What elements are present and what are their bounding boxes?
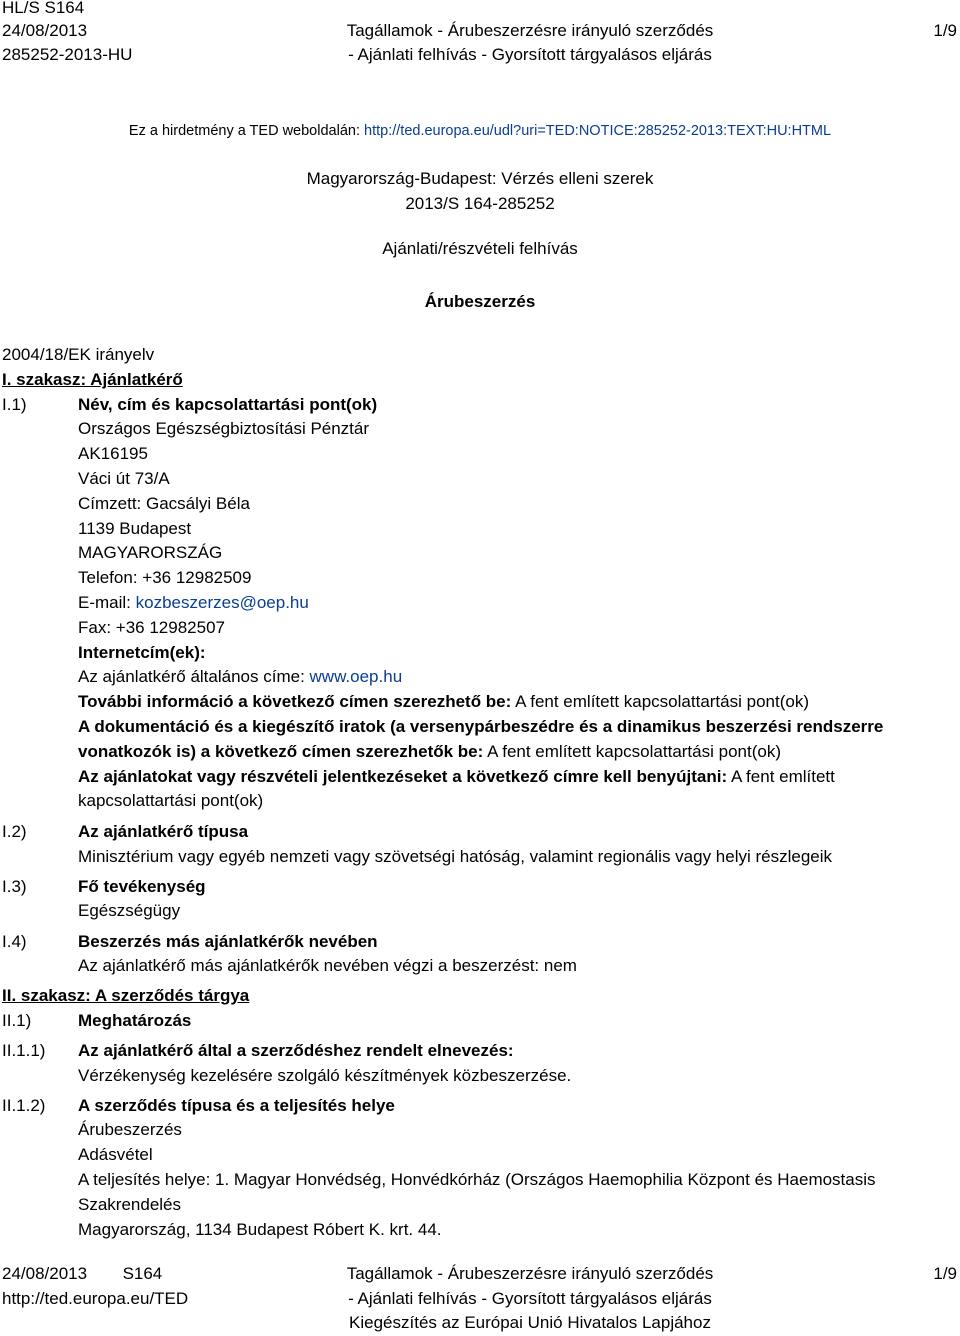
org-fax: Fax: +36 12982507 — [78, 618, 225, 637]
place-line3: Magyarország, 1134 Budapest Róbert K. krt. 44. — [78, 1220, 442, 1239]
directive: 2004/18/EK irányelv — [2, 345, 155, 364]
footer-date-line — [2, 1262, 162, 1287]
org-email-line — [78, 591, 309, 616]
section-ii11-value: Vérzékenység kezelésére szolgáló készítmények közbeszerzése. — [78, 1066, 572, 1085]
submit-label: Az ajánlatokat vagy részvételi jelentkezéseket a következő címre kell benyújtani: — [78, 767, 728, 786]
section-i1-title: Név, cím és kapcsolattartási pont(ok) — [78, 395, 378, 414]
further-info-value: A fent említett kapcsolattartási pont(ok) — [515, 692, 809, 711]
email-label: E-mail: — [78, 593, 131, 612]
section-i1-number: I.1) — [2, 395, 27, 414]
section-ii12-type: Árubeszerzés — [78, 1120, 182, 1139]
header-title-line2: - Ajánlati felhívás - Gyorsított tárgyalásos eljárás — [348, 45, 712, 64]
place-line2: Szakrendelés — [78, 1195, 182, 1214]
docs-value: A fent említett kapcsolattartási pont(ok) — [487, 742, 781, 761]
section-i4-value: Az ajánlatkérő más ajánlatkérők nevében végzi a beszerzést: nem — [78, 956, 577, 975]
footer-site: http://ted.europa.eu/TED — [2, 1289, 189, 1308]
place-line1: A teljesítés helye: 1. Magyar Honvédség, Honvédkórház (Országos Haemophilia Központ és Haemostasis — [78, 1170, 876, 1189]
contract-type-heading: Árubeszerzés — [424, 292, 536, 311]
footer-date: 24/08/2013 — [2, 1264, 88, 1283]
section-ii11-number: II.1.1) — [2, 1041, 46, 1060]
ted-url-link[interactable]: http://ted.europa.eu/udl?uri=TED:NOTICE:285252-2013:TEXT:HU:HTML — [364, 123, 832, 139]
section-i2-title: Az ajánlatkérő típusa — [78, 822, 249, 841]
section-i4-number: I.4) — [2, 932, 27, 951]
section-i4-title: Beszerzés más ajánlatkérők nevében — [78, 932, 378, 951]
section2-title: II. szakasz: A szerződés tárgya — [2, 986, 250, 1005]
section-i2-value: Minisztérium vagy egyéb nemzeti vagy szövetségi hatóság, valamint regionális vagy helyi részlegeik — [78, 847, 833, 866]
notice-number: 2013/S 164-285252 — [405, 194, 555, 213]
further-info-line — [78, 690, 809, 715]
section-ii1-number: II.1) — [2, 1011, 32, 1030]
submit-value-line2: kapcsolattartási pont(ok) — [78, 791, 264, 810]
email-link[interactable]: kozbeszerzes@oep.hu — [135, 593, 309, 612]
header-notice-id: 285252-2013-HU — [2, 45, 133, 64]
org-country: MAGYARORSZÁG — [78, 543, 223, 562]
footer-series: S164 — [122, 1264, 163, 1283]
org-attention: Címzett: Gacsályi Béla — [78, 494, 250, 513]
notice-heading: Magyarország-Budapest: Vérzés elleni szerek — [306, 169, 654, 188]
general-address-line — [78, 665, 402, 690]
footer-title-line1: Tagállamok - Árubeszerzésre irányuló szerződés — [346, 1264, 714, 1283]
header-title-line1: Tagállamok - Árubeszerzésre irányuló szerződés — [346, 21, 714, 40]
notice-type: Ajánlati/részvételi felhívás — [382, 239, 578, 258]
section-ii12-title: A szerződés típusa és a teljesítés helye — [78, 1096, 395, 1115]
section-ii11-title: Az ajánlatkérő által a szerződéshez rendelt elnevezés: — [78, 1041, 514, 1060]
section-i3-number: I.3) — [2, 877, 27, 896]
general-address-label: Az ajánlatkérő általános címe: — [78, 667, 305, 686]
ted-notice-line — [0, 119, 960, 144]
header-date: 24/08/2013 — [2, 21, 88, 40]
docs-line2 — [78, 740, 781, 765]
section1-title: I. szakasz: Ajánlatkérő — [2, 370, 183, 389]
docs-label-line2: vonatkozók is) a következő címen szerezhetők be: — [78, 742, 484, 761]
org-code: AK16195 — [78, 444, 148, 463]
org-street: Váci út 73/A — [78, 469, 170, 488]
submit-line1 — [78, 765, 835, 790]
section-i3-value: Egészségügy — [78, 901, 181, 920]
general-address-link[interactable]: www.oep.hu — [309, 667, 403, 686]
internet-label: Internetcím(ek): — [78, 643, 206, 662]
section-ii12-number: II.1.2) — [2, 1096, 46, 1115]
header-ref: HL/S S164 — [2, 0, 85, 17]
ted-prefix: Ez a hirdetmény a TED weboldalán: — [128, 123, 360, 139]
footer-title-line2: - Ajánlati felhívás - Gyorsított tárgyalásos eljárás — [348, 1289, 712, 1308]
submit-value-line1: A fent említett — [730, 767, 835, 786]
header-page-number: 1/9 — [933, 21, 957, 40]
section-ii12-subtype: Adásvétel — [78, 1145, 153, 1164]
further-info-label: További információ a következő címen szerezhető be: — [78, 692, 512, 711]
section-i2-number: I.2) — [2, 822, 27, 841]
footer-page-number: 1/9 — [933, 1264, 957, 1283]
org-phone: Telefon: +36 12982509 — [78, 568, 252, 587]
org-city: 1139 Budapest — [78, 519, 192, 538]
footer-title-line3: Kiegészítés az Európai Unió Hivatalos Lapjához — [349, 1313, 711, 1332]
section-ii1-title: Meghatározás — [78, 1011, 192, 1030]
org-name: Országos Egészségbiztosítási Pénztár — [78, 419, 370, 438]
section-i3-title: Fő tevékenység — [78, 877, 206, 896]
docs-label-line1: A dokumentáció és a kiegészítő iratok (a versenypárbeszédre és a dinamikus beszerzési rendszerre — [78, 717, 884, 736]
